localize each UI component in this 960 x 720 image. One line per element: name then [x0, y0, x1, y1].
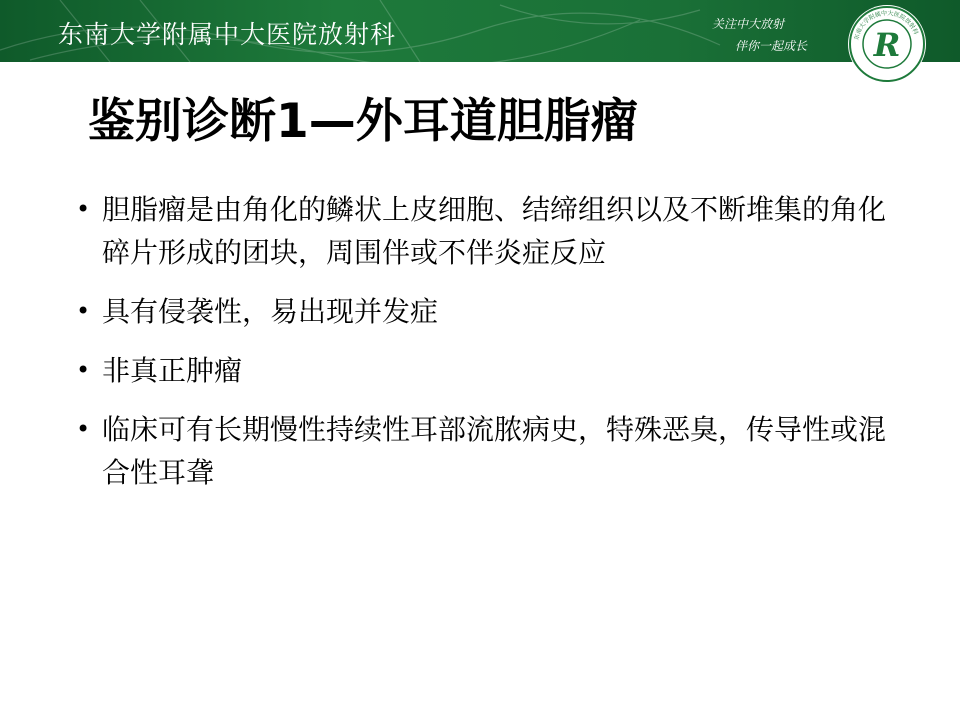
bullet-dot: • — [76, 356, 91, 384]
header-bar — [0, 0, 960, 62]
bullet-item — [72, 188, 902, 274]
bullet-item — [72, 349, 902, 392]
bullet-dot: • — [76, 195, 91, 223]
slogan-line-2: 伴你一起成长 — [735, 39, 808, 53]
bullet-text: 胆脂瘤是由角化的鳞状上皮细胞、结缔组织以及不断堆集的角化碎片形成的团块，周围伴或不伴炎症反应 — [102, 193, 887, 269]
bullet-item — [72, 408, 902, 494]
slide-title: 鉴别诊断1—外耳道胆脂瘤 — [88, 94, 638, 149]
bullet-text: 具有侵袭性，易出现并发症 — [102, 295, 439, 328]
bullet-dot: • — [76, 297, 91, 325]
logo-letter: R — [873, 26, 901, 64]
logo-ring-text: 东南大学附属中大医院放射科 — [853, 9, 920, 41]
bullet-text: 非真正肿瘤 — [102, 354, 243, 387]
hospital-logo — [847, 4, 927, 84]
bullet-item — [72, 290, 902, 333]
bullet-list — [72, 188, 902, 510]
institution-name: 东南大学附属中大医院放射科 — [58, 20, 397, 49]
bullet-dot: • — [76, 415, 91, 443]
bullet-text: 临床可有长期慢性持续性耳部流脓病史，特殊恶臭，传导性或混合性耳聋 — [102, 413, 887, 489]
slogan-line-1: 关注中大放射 — [712, 17, 785, 31]
